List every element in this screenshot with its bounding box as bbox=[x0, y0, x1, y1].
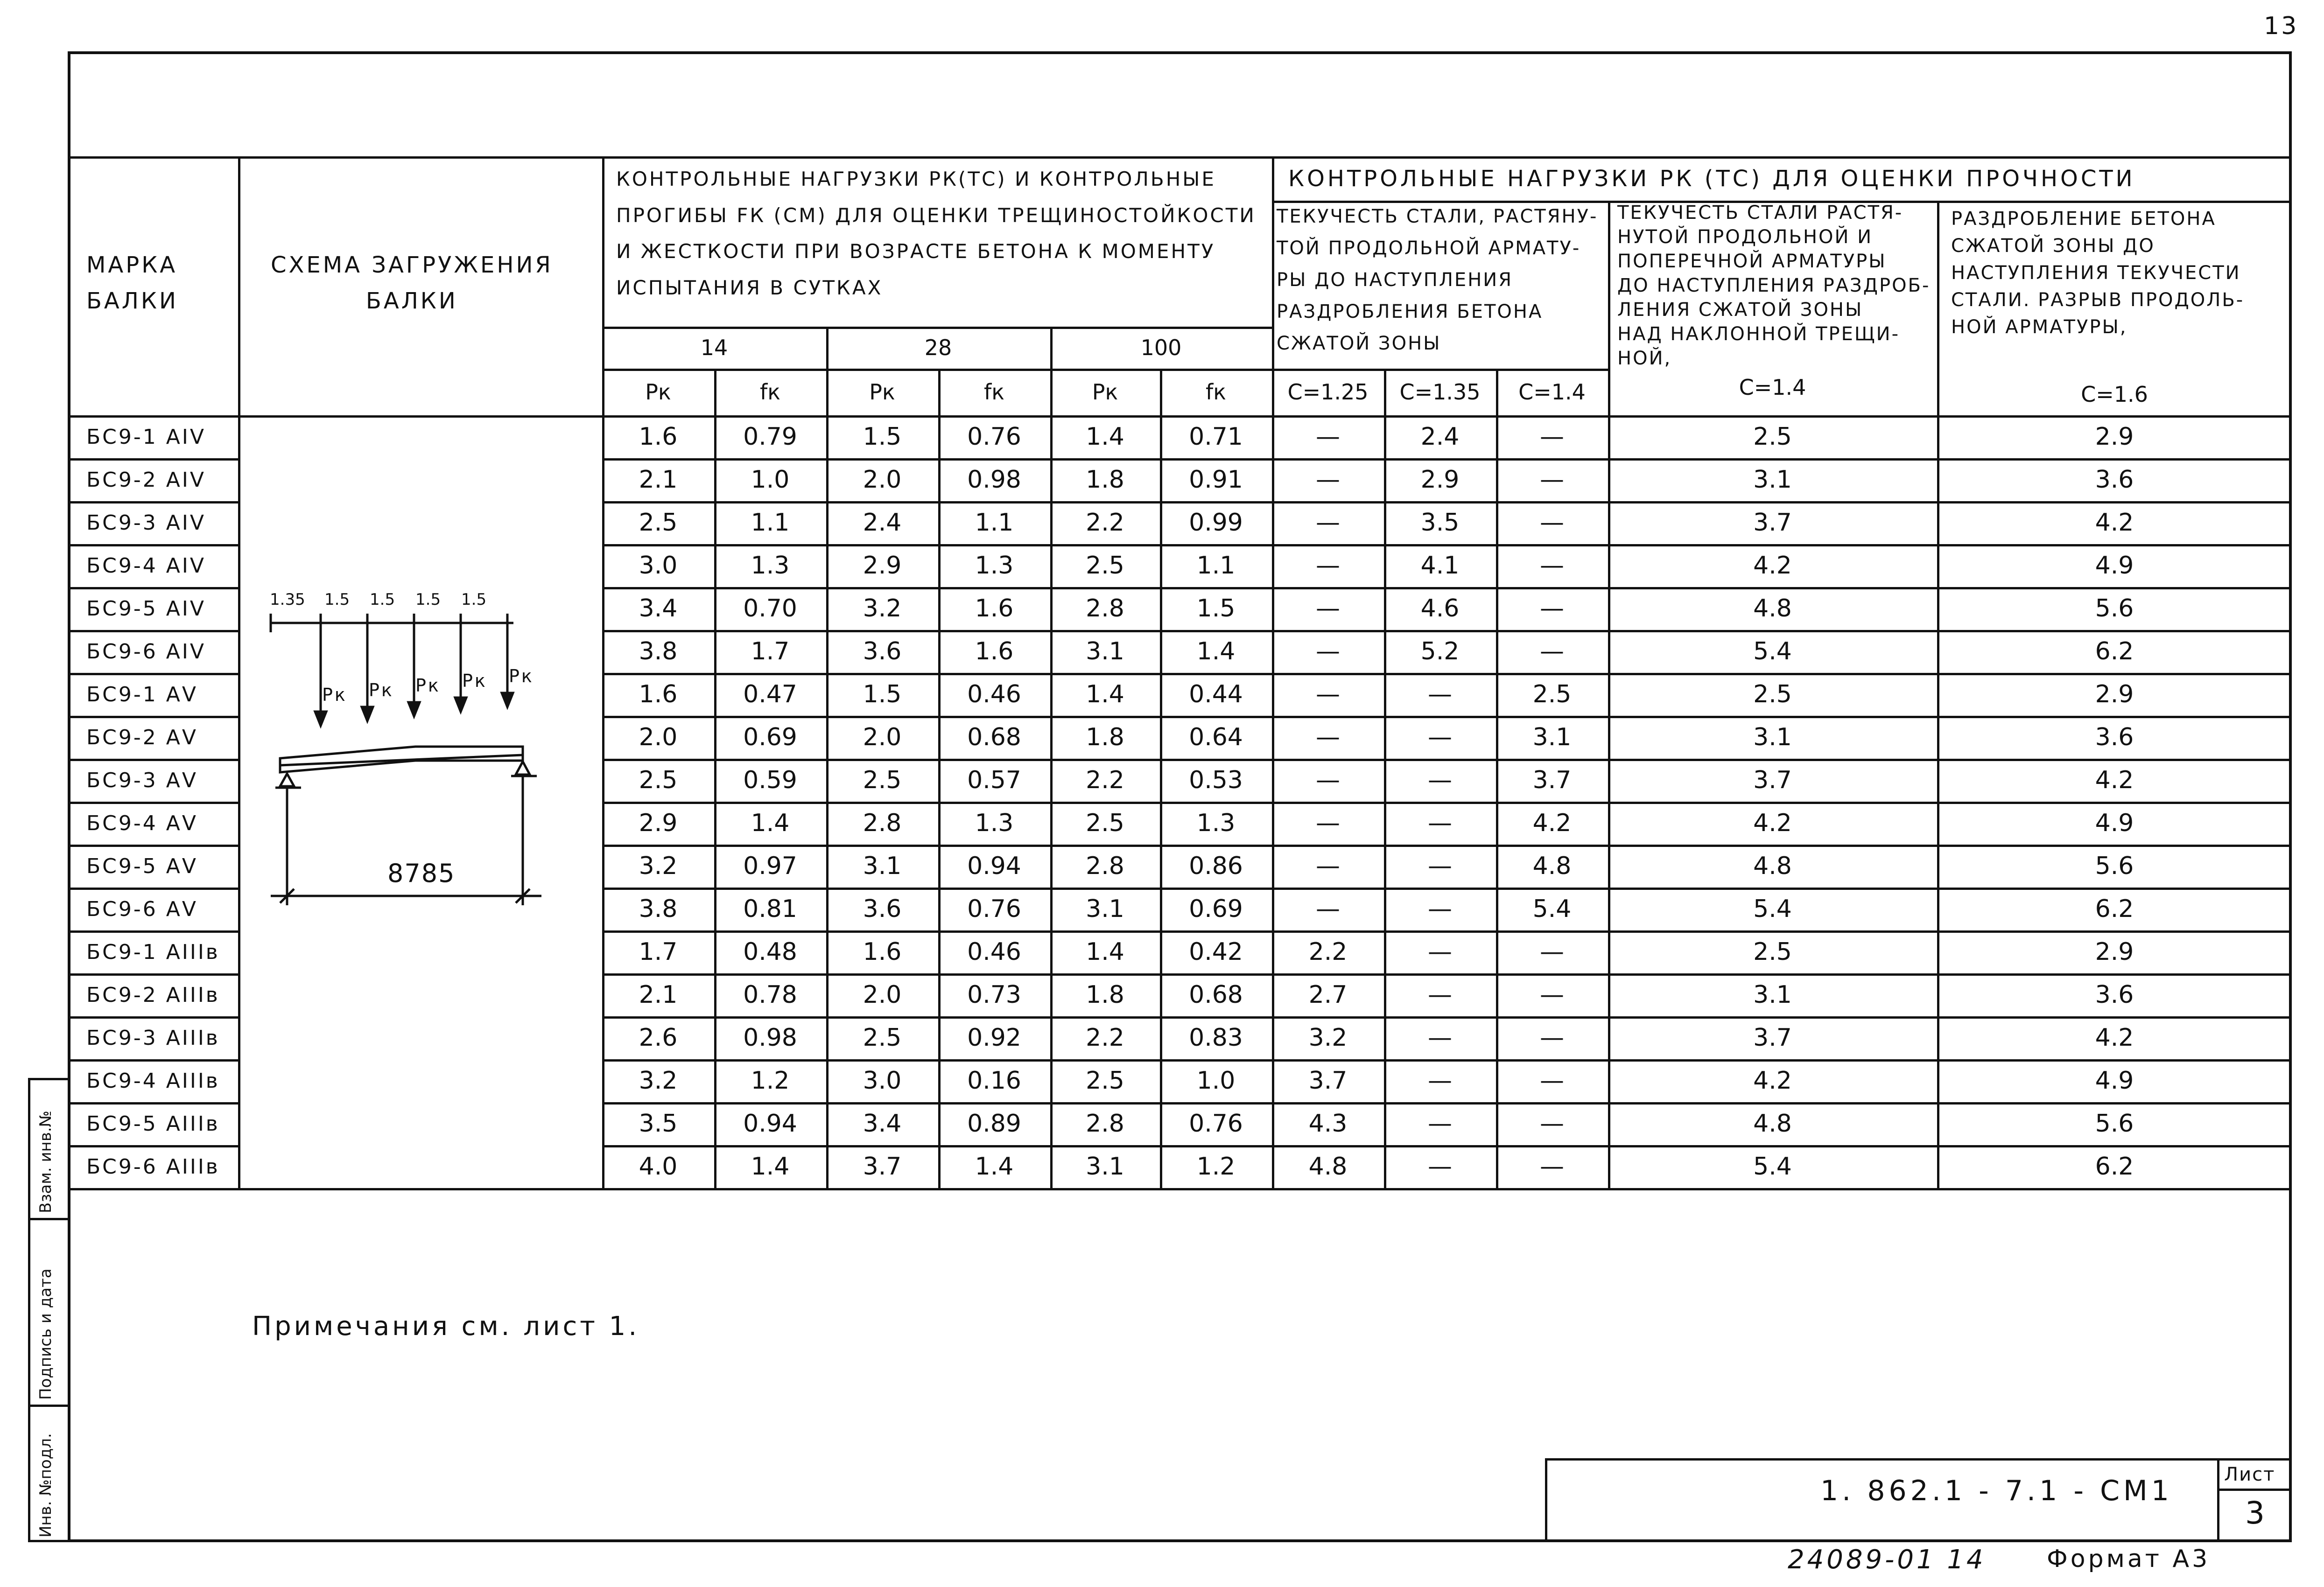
table-cell: 4.2 bbox=[1532, 809, 1572, 837]
table-cell: 1.2 bbox=[751, 1067, 790, 1095]
table-cell: — bbox=[1316, 509, 1340, 537]
table-cell: 3.7 bbox=[863, 1153, 902, 1181]
table-cell: 1.5 bbox=[863, 423, 902, 451]
table-cell: 0.76 bbox=[967, 423, 1021, 451]
table-cell: 6.2 bbox=[2095, 895, 2134, 923]
table-cell: 1.4 bbox=[975, 1153, 1014, 1181]
table-cell: 2.2 bbox=[1086, 509, 1124, 537]
table-cell: 1.4 bbox=[751, 1153, 790, 1181]
table-cell: 0.16 bbox=[967, 1067, 1021, 1095]
table-cell: 1.4 bbox=[1196, 637, 1236, 665]
header-crack-group: КОНТРОЛЬНЫЕ НАГРУЗКИ РК(ТС) И КОНТРОЛЬНЫЕ ПРОГИБЫ FК (СМ) ДЛЯ ОЦЕНКИ ТРЕЩИНОСТОЙКОСТИ И ЖЕСТКОСТИ ПРИ ВОЗРАСТЕ БЕТОНА К МОМЕНТУ ИСПЫТАНИЯ В СУТКАХ bbox=[616, 168, 1256, 300]
table-cell: 1.8 bbox=[1086, 723, 1124, 751]
table-cell: — bbox=[1540, 981, 1564, 1009]
table-cell: 2.8 bbox=[1086, 594, 1124, 622]
beam-mark: БС9-6 АIIIв bbox=[86, 1154, 220, 1179]
table-cell: 1.3 bbox=[975, 809, 1014, 837]
table-cell: 3.1 bbox=[1753, 466, 1792, 494]
table-cell: 0.64 bbox=[1189, 723, 1243, 751]
table-cell: 3.1 bbox=[1086, 895, 1124, 923]
load-label: Рк bbox=[462, 671, 487, 691]
c-header: С=1.6 bbox=[2081, 382, 2148, 407]
table-cell: 0.69 bbox=[743, 723, 797, 751]
table-cell: 0.76 bbox=[1189, 1110, 1243, 1138]
table-cell: 0.86 bbox=[1189, 852, 1243, 880]
table-cell: 3.7 bbox=[1753, 1024, 1792, 1052]
table-cell: 3.4 bbox=[863, 1110, 902, 1138]
table-cell: 0.70 bbox=[743, 594, 797, 622]
table-cell: 2.0 bbox=[863, 723, 902, 751]
table-cell: 2.2 bbox=[1308, 938, 1348, 966]
table-cell: 1.4 bbox=[751, 809, 790, 837]
beam-mark: БС9-1 АIIIв bbox=[86, 940, 220, 964]
table-cell: 4.2 bbox=[1753, 809, 1792, 837]
table-cell: 4.8 bbox=[1753, 594, 1792, 622]
table-cell: 3.5 bbox=[1420, 509, 1460, 537]
table-cell: 3.7 bbox=[1532, 766, 1572, 794]
notes-text: Примечания см. лист 1. bbox=[252, 1311, 640, 1342]
age-header: 100 bbox=[1140, 335, 1182, 360]
table-cell: 4.2 bbox=[1753, 1067, 1792, 1095]
beam-mark: БС9-3 АIIIв bbox=[86, 1026, 220, 1050]
table-cell: 3.1 bbox=[1532, 723, 1572, 751]
table-cell: — bbox=[1316, 895, 1340, 923]
table-cell: 4.8 bbox=[1308, 1153, 1348, 1181]
beam-mark: БС9-6 АIV bbox=[86, 639, 206, 664]
table-cell: 4.9 bbox=[2095, 1067, 2134, 1095]
table-cell: 2.5 bbox=[1753, 938, 1792, 966]
table-cell: 2.2 bbox=[1086, 1024, 1124, 1052]
table-cell: 2.2 bbox=[1086, 766, 1124, 794]
table-cell: 5.2 bbox=[1420, 637, 1460, 665]
load-label: Рк bbox=[369, 680, 394, 700]
doc-code: 1. 862.1 - 7.1 - CM1 bbox=[1820, 1475, 2173, 1507]
table-cell: — bbox=[1540, 1024, 1564, 1052]
support-right bbox=[516, 762, 530, 775]
pk-header: Рк bbox=[1092, 379, 1118, 405]
table-cell: 3.2 bbox=[639, 1067, 678, 1095]
table-cell: 6.2 bbox=[2095, 1153, 2134, 1181]
page-number: 13 bbox=[2264, 12, 2299, 40]
table-cell: 2.5 bbox=[639, 509, 678, 537]
table-cell: 6.2 bbox=[2095, 637, 2134, 665]
table-cell: 1.0 bbox=[751, 466, 790, 494]
table-cell: 0.73 bbox=[967, 981, 1021, 1009]
table-cell: 3.8 bbox=[639, 637, 678, 665]
table-cell: 4.8 bbox=[1753, 1110, 1792, 1138]
table-cell: 1.2 bbox=[1196, 1153, 1236, 1181]
table-cell: 2.5 bbox=[863, 766, 902, 794]
table-cell: 3.1 bbox=[1753, 981, 1792, 1009]
table-cell: 3.6 bbox=[863, 637, 902, 665]
side-stamp-label: Взам. инв.№ bbox=[36, 1110, 55, 1213]
table-cell: — bbox=[1540, 423, 1564, 451]
table-cell: 0.98 bbox=[967, 466, 1021, 494]
table-cell: 1.6 bbox=[639, 423, 678, 451]
spacing-label: 1.5 bbox=[324, 590, 350, 609]
beam-mark: БС9-4 АIIIв bbox=[86, 1069, 220, 1093]
table-cell: — bbox=[1428, 852, 1452, 880]
table-cell: 2.5 bbox=[1753, 423, 1792, 451]
table-cell: 0.94 bbox=[967, 852, 1021, 880]
beam-mark: БС9-3 АIV bbox=[86, 510, 206, 535]
header-scheme: СХЕМА ЗАГРУЖЕНИЯ БАЛКИ bbox=[271, 252, 553, 314]
table-cell: — bbox=[1540, 1067, 1564, 1095]
table-cell: 1.7 bbox=[639, 938, 678, 966]
table-cell: 4.1 bbox=[1420, 552, 1460, 580]
table-cell: 2.5 bbox=[863, 1024, 902, 1052]
table-cell: — bbox=[1540, 1110, 1564, 1138]
table-cell: 4.6 bbox=[1420, 594, 1460, 622]
beam-mark: БС9-2 АIIIв bbox=[86, 983, 220, 1007]
table-cell: 4.9 bbox=[2095, 552, 2134, 580]
table-cell: — bbox=[1428, 1153, 1452, 1181]
table-cell: 0.48 bbox=[743, 938, 797, 966]
table-rule bbox=[68, 156, 2292, 159]
table-cell: 0.44 bbox=[1189, 680, 1243, 708]
table-cell: — bbox=[1540, 509, 1564, 537]
table-cell: — bbox=[1428, 723, 1452, 751]
table-cell: 2.4 bbox=[863, 509, 902, 537]
table-cell: 3.6 bbox=[2095, 981, 2134, 1009]
table-cell: 2.8 bbox=[1086, 1110, 1124, 1138]
table-cell: 0.89 bbox=[967, 1110, 1021, 1138]
table-cell: 1.1 bbox=[751, 509, 790, 537]
table-cell: 1.6 bbox=[975, 594, 1014, 622]
table-cell: 2.5 bbox=[1532, 680, 1572, 708]
beam-mark: БС9-1 АV bbox=[86, 682, 198, 706]
table-cell: 1.3 bbox=[1196, 809, 1236, 837]
table-cell: 0.81 bbox=[743, 895, 797, 923]
beam-mark: БС9-6 АV bbox=[86, 897, 198, 921]
table-cell: 3.0 bbox=[863, 1067, 902, 1095]
table-cell: 2.8 bbox=[1086, 852, 1124, 880]
table-cell: 5.4 bbox=[1753, 895, 1792, 923]
table-cell: 3.2 bbox=[639, 852, 678, 880]
table-cell: 2.1 bbox=[639, 466, 678, 494]
table-cell: 2.1 bbox=[639, 981, 678, 1009]
table-cell: 2.9 bbox=[2095, 938, 2134, 966]
table-cell: 3.1 bbox=[1086, 1153, 1124, 1181]
table-cell: 1.4 bbox=[1086, 423, 1124, 451]
table-cell: 1.8 bbox=[1086, 981, 1124, 1009]
table-cell: 3.6 bbox=[2095, 466, 2134, 494]
beam-mark: БС9-2 АV bbox=[86, 725, 198, 749]
table-rule bbox=[238, 156, 240, 1188]
table-cell: 0.79 bbox=[743, 423, 797, 451]
table-cell: 3.2 bbox=[1308, 1024, 1348, 1052]
table-cell: 1.3 bbox=[975, 552, 1014, 580]
side-stamp-label: Инв. №подл. bbox=[36, 1433, 55, 1538]
load-label: Рк bbox=[509, 666, 534, 686]
header-concrete: РАЗДРОБЛЕНИЕ БЕТОНА СЖАТОЙ ЗОНЫ ДО НАСТУПЛЕНИЯ ТЕКУЧЕСТИ СТАЛИ. РАЗРЫВ ПРОДОЛЬ- НОЙ АРМАТУРЫ, bbox=[1951, 208, 2245, 338]
table-cell: 0.83 bbox=[1189, 1024, 1243, 1052]
sheet-number: 3 bbox=[2245, 1495, 2267, 1531]
pk-header: Рк bbox=[645, 379, 671, 405]
table-cell: — bbox=[1316, 594, 1340, 622]
table-cell: 2.5 bbox=[1753, 680, 1792, 708]
table-cell: 0.98 bbox=[743, 1024, 797, 1052]
table-cell: 0.59 bbox=[743, 766, 797, 794]
header-mark: МАРКА БАЛКИ bbox=[86, 252, 178, 314]
c-header: С=1.25 bbox=[1287, 379, 1369, 405]
table-cell: 0.71 bbox=[1189, 423, 1243, 451]
table-cell: 4.0 bbox=[639, 1153, 678, 1181]
table-cell: 3.5 bbox=[639, 1110, 678, 1138]
table-cell: 0.78 bbox=[743, 981, 797, 1009]
table-cell: 0.68 bbox=[967, 723, 1021, 751]
table-cell: 2.0 bbox=[863, 466, 902, 494]
table-cell: 2.7 bbox=[1308, 981, 1348, 1009]
table-cell: — bbox=[1316, 723, 1340, 751]
table-cell: 5.4 bbox=[1532, 895, 1572, 923]
load-label: Рк bbox=[322, 685, 347, 705]
span-label: 8785 bbox=[387, 859, 456, 888]
table-cell: — bbox=[1540, 637, 1564, 665]
spacing-label: 1.5 bbox=[415, 590, 441, 609]
table-cell: 1.0 bbox=[1196, 1067, 1236, 1095]
table-cell: 3.2 bbox=[863, 594, 902, 622]
table-cell: 3.8 bbox=[639, 895, 678, 923]
table-cell: 3.4 bbox=[639, 594, 678, 622]
fk-header: fк bbox=[1206, 379, 1226, 405]
table-cell: 2.5 bbox=[1086, 552, 1124, 580]
table-cell: — bbox=[1540, 466, 1564, 494]
table-cell: 5.6 bbox=[2095, 852, 2134, 880]
table-cell: — bbox=[1428, 938, 1452, 966]
table-cell: — bbox=[1428, 981, 1452, 1009]
table-cell: 2.5 bbox=[1086, 809, 1124, 837]
table-cell: 2.9 bbox=[863, 552, 902, 580]
table-cell: 0.97 bbox=[743, 852, 797, 880]
table-cell: 4.8 bbox=[1532, 852, 1572, 880]
table-cell: — bbox=[1316, 423, 1340, 451]
table-cell: — bbox=[1428, 1110, 1452, 1138]
table-cell: 3.6 bbox=[2095, 723, 2134, 751]
load-label: Рк bbox=[415, 675, 441, 696]
table-cell: 1.5 bbox=[1196, 594, 1236, 622]
table-cell: — bbox=[1316, 466, 1340, 494]
c-header: С=1.4 bbox=[1739, 375, 1806, 400]
table-cell: 2.5 bbox=[1086, 1067, 1124, 1095]
beam-mark: БС9-2 АIV bbox=[86, 468, 206, 492]
beam-mark: БС9-3 АV bbox=[86, 768, 198, 792]
table-cell: 1.4 bbox=[1086, 938, 1124, 966]
table-cell: — bbox=[1316, 852, 1340, 880]
table-cell: 4.3 bbox=[1308, 1110, 1348, 1138]
format-label: Формат А3 bbox=[2047, 1545, 2211, 1573]
table-cell: 2.8 bbox=[863, 809, 902, 837]
table-cell: 0.92 bbox=[967, 1024, 1021, 1052]
table-cell: 2.6 bbox=[639, 1024, 678, 1052]
table-cell: 0.91 bbox=[1189, 466, 1243, 494]
sheet-label: Лист bbox=[2224, 1464, 2275, 1485]
c-header: С=1.35 bbox=[1399, 379, 1481, 405]
table-cell: — bbox=[1428, 766, 1452, 794]
table-cell: 0.46 bbox=[967, 680, 1021, 708]
table-cell: 5.4 bbox=[1753, 637, 1792, 665]
table-cell: — bbox=[1540, 552, 1564, 580]
table-cell: 0.46 bbox=[967, 938, 1021, 966]
pk-header: Рк bbox=[869, 379, 895, 405]
table-cell: 4.9 bbox=[2095, 809, 2134, 837]
table-cell: — bbox=[1316, 680, 1340, 708]
table-cell: 1.6 bbox=[639, 680, 678, 708]
table-cell: 2.5 bbox=[639, 766, 678, 794]
table-cell: 1.3 bbox=[751, 552, 790, 580]
beam-mark: БС9-5 АIV bbox=[86, 596, 206, 621]
table-cell: 3.7 bbox=[1753, 766, 1792, 794]
spacing-label: 1.5 bbox=[461, 590, 487, 609]
table-cell: 1.8 bbox=[1086, 466, 1124, 494]
spacing-label: 1.35 bbox=[270, 590, 305, 609]
fk-header: fк bbox=[984, 379, 1004, 405]
age-header: 14 bbox=[700, 335, 728, 360]
table-cell: — bbox=[1428, 809, 1452, 837]
fk-header: fк bbox=[760, 379, 780, 405]
table-cell: 1.1 bbox=[975, 509, 1014, 537]
table-cell: 5.4 bbox=[1753, 1153, 1792, 1181]
beam-mark: БС9-4 АIV bbox=[86, 553, 206, 578]
table-cell: 4.2 bbox=[1753, 552, 1792, 580]
table-cell: 0.94 bbox=[743, 1110, 797, 1138]
table-cell: 3.7 bbox=[1308, 1067, 1348, 1095]
c-header: С=1.4 bbox=[1518, 379, 1586, 405]
table-cell: 5.6 bbox=[2095, 594, 2134, 622]
table-cell: 2.9 bbox=[639, 809, 678, 837]
beam-mark: БС9-5 АV bbox=[86, 854, 198, 878]
header-steel-shear: ТЕКУЧЕСТЬ СТАЛИ РАСТЯ- НУТОЙ ПРОДОЛЬНОЙ И ПОПЕРЕЧНОЙ АРМАТУРЫ ДО НАСТУПЛЕНИЯ РАЗДРОБ- ЛЕНИЯ СЖАТОЙ ЗОНЫ НАД НАКЛОННОЙ ТРЕЩИ- НОЙ, bbox=[1617, 202, 1931, 369]
age-header: 28 bbox=[924, 335, 952, 360]
table-cell: — bbox=[1316, 637, 1340, 665]
table-cell: 3.0 bbox=[639, 552, 678, 580]
table-cell: 1.6 bbox=[975, 637, 1014, 665]
table-cell: 2.9 bbox=[2095, 680, 2134, 708]
inventory-number: 24089-01 14 bbox=[1788, 1545, 1986, 1575]
table-cell: 0.69 bbox=[1189, 895, 1243, 923]
table-cell: 2.9 bbox=[1420, 466, 1460, 494]
table-cell: 2.9 bbox=[2095, 423, 2134, 451]
side-stamp-label: Подпись и дата bbox=[36, 1268, 55, 1400]
spacing-label: 1.5 bbox=[370, 590, 395, 609]
table-cell: 0.57 bbox=[967, 766, 1021, 794]
beam-mark: БС9-1 АIV bbox=[86, 425, 206, 449]
table-cell: 0.47 bbox=[743, 680, 797, 708]
table-cell: 1.1 bbox=[1196, 552, 1236, 580]
table-cell: 0.42 bbox=[1189, 938, 1243, 966]
table-rule bbox=[68, 1188, 2292, 1190]
table-cell: 2.4 bbox=[1420, 423, 1460, 451]
table-cell: 3.1 bbox=[1753, 723, 1792, 751]
beam-mark: БС9-5 АIIIв bbox=[86, 1112, 220, 1136]
table-cell: — bbox=[1316, 766, 1340, 794]
table-cell: 1.5 bbox=[863, 680, 902, 708]
support-left bbox=[280, 774, 294, 786]
table-cell: 4.2 bbox=[2095, 766, 2134, 794]
table-cell: 4.2 bbox=[2095, 1024, 2134, 1052]
table-cell: 0.76 bbox=[967, 895, 1021, 923]
table-cell: — bbox=[1316, 809, 1340, 837]
table-cell: 3.1 bbox=[1086, 637, 1124, 665]
table-cell: — bbox=[1316, 552, 1340, 580]
table-cell: 4.8 bbox=[1753, 852, 1792, 880]
table-cell: — bbox=[1428, 1024, 1452, 1052]
table-cell: 0.99 bbox=[1189, 509, 1243, 537]
table-cell: 1.7 bbox=[751, 637, 790, 665]
table-cell: — bbox=[1428, 680, 1452, 708]
table-cell: — bbox=[1428, 895, 1452, 923]
table-cell: — bbox=[1540, 938, 1564, 966]
table-cell: 5.6 bbox=[2095, 1110, 2134, 1138]
beam-mark: БС9-4 АV bbox=[86, 811, 198, 835]
table-cell: 4.2 bbox=[2095, 509, 2134, 537]
table-cell: 3.6 bbox=[863, 895, 902, 923]
table-cell: 2.0 bbox=[639, 723, 678, 751]
table-cell: — bbox=[1540, 1153, 1564, 1181]
header-strength-group: КОНТРОЛЬНЫЕ НАГРУЗКИ РК (ТС) ДЛЯ ОЦЕНКИ ПРОЧНОСТИ bbox=[1288, 166, 2135, 192]
table-cell: 3.1 bbox=[863, 852, 902, 880]
table-cell: 2.0 bbox=[863, 981, 902, 1009]
table-cell: 0.68 bbox=[1189, 981, 1243, 1009]
table-cell: 0.53 bbox=[1189, 766, 1243, 794]
table-cell: 1.4 bbox=[1086, 680, 1124, 708]
table-cell: — bbox=[1540, 594, 1564, 622]
table-cell: 3.7 bbox=[1753, 509, 1792, 537]
table-cell: — bbox=[1428, 1067, 1452, 1095]
header-steel-tension: ТЕКУЧЕСТЬ СТАЛИ, РАСТЯНУ- ТОЙ ПРОДОЛЬНОЙ АРМАТУ- РЫ ДО НАСТУПЛЕНИЯ РАЗДРОБЛЕНИЯ БЕТОНА СЖАТОЙ ЗОНЫ bbox=[1277, 206, 1598, 354]
table-cell: 1.6 bbox=[863, 938, 902, 966]
